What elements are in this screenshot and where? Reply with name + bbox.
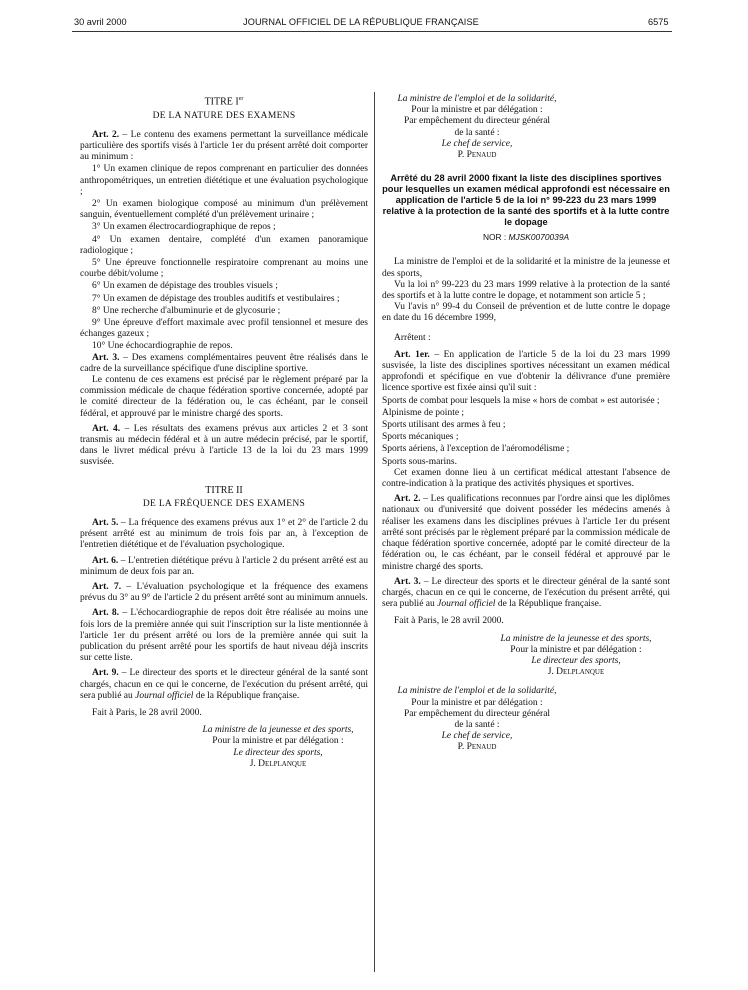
right-signature-block-2 xyxy=(382,686,572,753)
article-2-items xyxy=(80,164,368,352)
titre-2-heading: TITRE II xyxy=(205,484,243,496)
signature-line: La ministre de la jeunesse et des sports, xyxy=(500,633,652,644)
right-column xyxy=(382,94,670,754)
article-8: Art. 8. – L'échocardiographie de repos doit être réalisée au moins une fois lors de la première année qui suit l'inscription sur la liste mentionnée à l'article 1er du présent arrêté ou lors de la première année qui suit la publication du présent arrêté pour les sportifs de haut niveau déjà inscrits sur cette liste. xyxy=(80,608,368,664)
sports-list-item: Alpinisme de pointe ; xyxy=(382,407,465,418)
article-5: Art. 5. – La fréquence des examens prévus aux 1° et 2° de l'article 2 du présent arrêté est au minimum de trois fois par an, à l'exception de l'entretien diététique et de l'évaluation psychologique. xyxy=(80,518,368,551)
article-3-right: Art. 3. – Le directeur des sports et le directeur général de la santé sont chargés, chacun en ce qui le concerne, de l'exécution du présent arrêté, qui sera publié au Journal officiel de la République française. xyxy=(382,576,671,610)
header-journal-title: JOURNAL OFFICIEL DE LA RÉPUBLIQUE FRANÇAISE xyxy=(243,17,479,27)
signature-line: Par empêchement du directeur général xyxy=(403,116,551,127)
signature-line: Le directeur des sports, xyxy=(233,747,323,758)
titre-1-subheading: DE LA NATURE DES EXAMENS xyxy=(152,110,296,121)
right-fait-a-paris: Fait à Paris, le 28 avril 2000. xyxy=(394,616,504,627)
article-4: Art. 4. – Les résultats des examens prévus aux articles 2 et 3 sont transmis au médecin fédéral et à un autre médecin précisé, par le sportif, dans le livret médical prévu à l'article 13 de la loi du 23 mars 1999 susvisée. xyxy=(80,423,368,468)
left-column xyxy=(80,84,368,770)
decree-title: Arrêté du 28 avril 2000 fixant la liste des disciplines sportives pour lesquelles un examen médical approfondi est nécessaire en application de l'article 5 de la loi n° 99-223 du 23 mars 1999 relative à la protection de la santé des sportifs et à la lutte contre le dopage xyxy=(382,173,670,228)
article-3: Art. 3. – Des examens complémentaires peuvent être réalisés dans le cadre de la surveillance spécifique d'une discipline sportive. xyxy=(80,352,368,374)
header-page-number: 6575 xyxy=(648,17,669,27)
header-date: 30 avril 2000 xyxy=(74,17,127,27)
right-signature-block-1 xyxy=(382,634,670,679)
signature-name: J. Delplanque xyxy=(547,667,605,678)
sports-list-item: Sports sous-marins. xyxy=(382,456,457,467)
sports-list-item: Sports utilisant des armes à feu ; xyxy=(382,420,506,431)
signature-line: Pour la ministre et par délégation : xyxy=(510,644,642,655)
article-2-item: 5° Une épreuve fonctionnelle respiratoire comprenant au moins une courbe débit/volume ; xyxy=(80,257,368,280)
right-top-signature-block xyxy=(382,94,572,161)
titre-1-heading: TITRE Ier xyxy=(204,96,244,108)
signature-name: P. Penaud xyxy=(457,742,497,753)
article-2-item: 9° Une épreuve d'effort maximale avec profil tensionnel et mesure des échanges gazeux ; xyxy=(80,317,368,340)
header-rule xyxy=(72,31,672,32)
signature-line: de la santé : xyxy=(454,127,500,138)
sports-list xyxy=(382,396,670,468)
signature-line: La ministre de l'emploi et de la solidarité, xyxy=(397,686,557,697)
sports-list-item: Sports de combat pour lesquels la mise « hors de combat » est autorisée ; xyxy=(382,395,660,406)
article-2-item: 8° Une recherche d'albuminurie et de glycosurie ; xyxy=(92,305,281,316)
article-2-item: 4° Un examen dentaire, complété d'un examen panoramique radiologique ; xyxy=(80,234,368,256)
signature-name: P. Penaud xyxy=(457,150,497,161)
signature-line: de la santé : xyxy=(454,719,500,730)
signature-line: Le chef de service, xyxy=(441,138,513,149)
signature-line: Le directeur des sports, xyxy=(531,655,621,666)
column-separator xyxy=(374,92,375,972)
left-fait-a-paris: Fait à Paris, le 28 avril 2000. xyxy=(92,708,202,719)
article-2-item: 6° Un examen de dépistage des troubles visuels ; xyxy=(92,281,278,292)
visa-paragraph: Vu la loi n° 99-223 du 23 mars 1999 relative à la protection de la santé des sportifs et à la lutte contre le dopage, et notamment son article 5 ; xyxy=(382,279,670,302)
article-2-right: Art. 2. – Les qualifications reconnues par l'ordre ainsi que les diplômes nationaux ou d'université que doivent posséder les médecins amenés à réaliser les examens dans les disciplines prévues à l'article 1er du présent arrêté sont précisés par le règlement préparé par la commission médicale de chaque fédération sportive concernée, adopté par le comité directeur de la fédération ou, le cas échéant, par le conseil fédéral et approuvé par le ministre chargé des sports. xyxy=(382,494,670,572)
sports-list-item: Sports aériens, à l'exception de l'aéromodélisme ; xyxy=(382,444,570,455)
article-2-item: 1° Un examen clinique de repos comprenant en particulier des données anthropométriques, un entretien diététique et une évaluation psychologique ; xyxy=(80,164,368,197)
page-header xyxy=(0,0,748,40)
left-signature-block xyxy=(80,725,368,770)
visa-paragraph: Vu l'avis n° 99-4 du Conseil de prévention et de lutte contre le dopage en date du 16 décembre 1999, xyxy=(382,302,670,324)
signature-line: Pour la ministre et par délégation : xyxy=(411,697,543,708)
signature-line: Le chef de service, xyxy=(441,731,513,742)
signature-line: Pour la ministre et par délégation : xyxy=(411,105,543,116)
signature-line: La ministre de la jeunesse et des sports, xyxy=(202,725,354,736)
article-6: Art. 6. – L'entretien diététique prévu à l'article 2 du présent arrêté est au minimum de deux fois par an. xyxy=(80,555,368,577)
intro-paragraph: La ministre de l'emploi et de la solidarité et la ministre de la jeunesse et des sports, xyxy=(382,257,670,279)
article-2-item: 3° Un examen électrocardiographique de repos ; xyxy=(92,222,276,233)
titre-2-subheading: DE LA FRÉQUENCE DES EXAMENS xyxy=(142,498,306,509)
article-7: Art. 7. – L'évaluation psychologique et la fréquence des examens prévus du 3° au 9° de l'article 2 du présent arrêté sont au minimum annuels. xyxy=(80,582,368,604)
article-2-item: 2° Un examen biologique composé au minimum d'un prélèvement sanguin, éventuellement complété d'un prélèvement urinaire ; xyxy=(80,198,368,221)
signature-line: La ministre de l'emploi et de la solidarité, xyxy=(397,94,557,104)
certificate-paragraph: Cet examen donne lieu à un certificat médical attestant l'absence de contre-indication à la pratique des activités physiques et sportives. xyxy=(382,467,670,490)
article-2-item: 10° Une échocardiographie de repos. xyxy=(92,341,233,352)
signature-line: Par empêchement du directeur général xyxy=(403,708,551,719)
article-2-item: 7° Un examen de dépistage des troubles auditifs et vestibulaires ; xyxy=(92,293,340,304)
article-2: Art. 2. – Le contenu des examens permettant la surveillance médicale particulière des sportifs visés à l'article 1er du présent arrêté doit comporter au minimum : xyxy=(80,129,368,163)
nor-reference: NOR : MJSK0070039A xyxy=(482,232,570,243)
sports-list-item: Sports mécaniques ; xyxy=(382,432,459,443)
signature-line: Pour la ministre et par délégation : xyxy=(212,736,344,747)
arretent: Arrêtent : xyxy=(394,332,431,343)
article-3-paragraph: Le contenu de ces examens est précisé par le règlement préparé par la commission médicale de chaque fédération sportive concernée, adopté par le comité directeur de la fédération ou, le cas échéant, par le conseil fédéral, et approuvé par le ministre chargé des sports. xyxy=(80,375,368,419)
article-1: Art. 1er. – En application de l'article 5 de la loi du 23 mars 1999 susvisée, la liste des disciplines sportives nécessitant un examen médical approfondi et spécifique en vue d'obtenir la délivrance d'une première licence sportive est fixée ainsi qu'il suit : xyxy=(382,349,670,394)
article-9: Art. 9. – Le directeur des sports et le directeur général de la santé sont chargés, chacun en ce qui le concerne, de l'exécution du présent arrêté, qui sera publié au Journal officiel de la République française. xyxy=(80,668,369,701)
signature-name: J. Delplanque xyxy=(249,758,307,769)
